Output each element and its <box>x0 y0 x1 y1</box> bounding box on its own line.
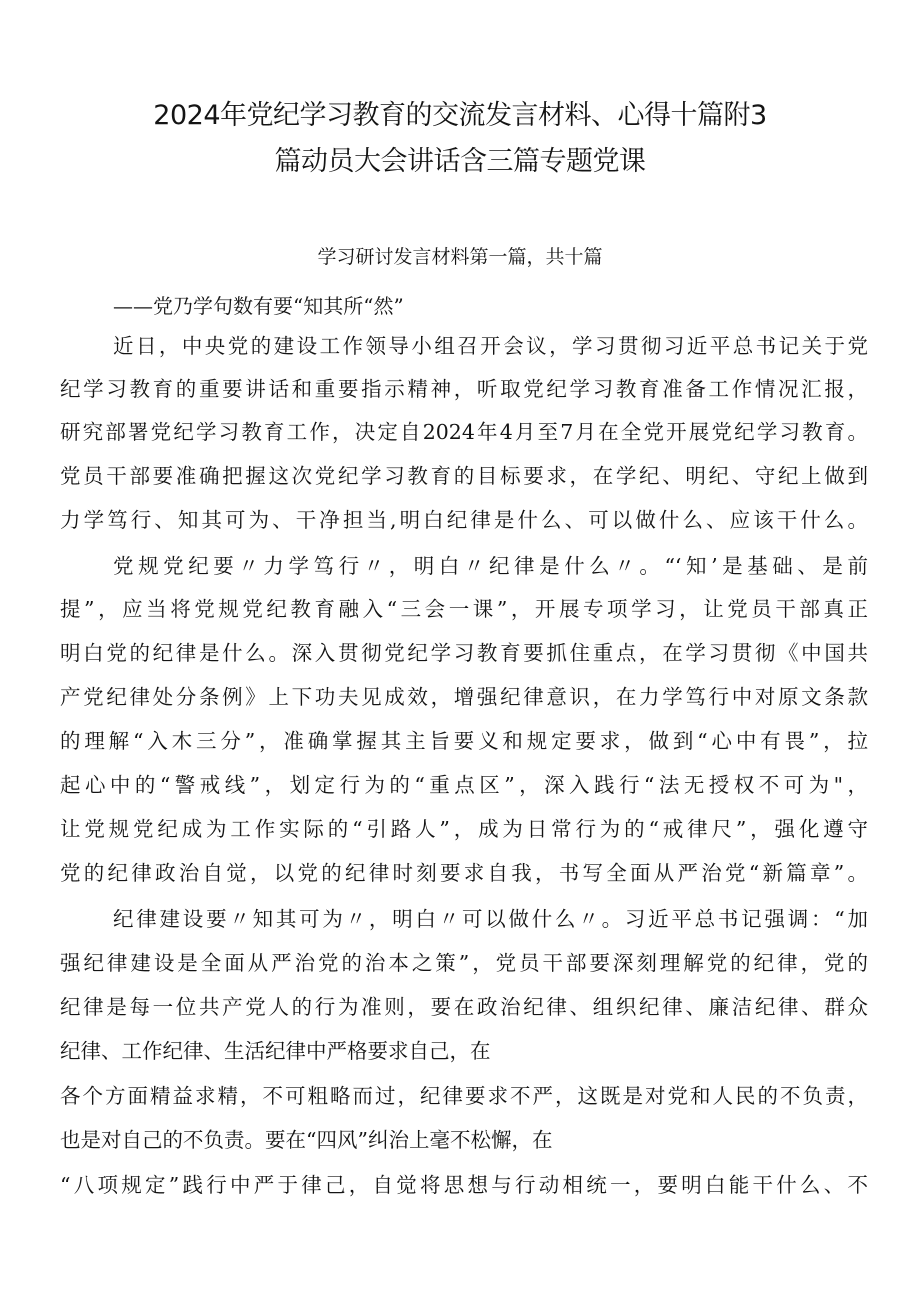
body-line: 党规党纪要〃力学笃行〃，明白〃纪律是什么〃。“‘知’是基础、是前 <box>113 554 868 578</box>
body-line: 党员干部要准确把握这次党纪学习教育的目标要求，在学纪、明纪、守纪上做到 <box>60 464 868 488</box>
body-line: 强纪律建设是全面从严治党的治本之策”，党员干部要深刻理解党的纪律，党的 <box>60 951 868 975</box>
body-line: 的理解“入木三分”，准确掌握其主旨要义和规定要求，做到“心中有畏”，拉 <box>60 729 868 753</box>
document-title-line-1: 2024年党纪学习教育的交流发言材料、心得十篇附3 <box>153 100 767 131</box>
body-line: 力学笃行、知其可为、干净担当,明白纪律是什么、可以做什么、应该干什么。 <box>60 508 868 532</box>
body-line: 纪律、工作纪律、生活纪律中严格要求自己，在 <box>60 1039 491 1063</box>
body-line: 纪律是每一位共产党人的行为准则，要在政治纪律、组织纪律、廉洁纪律、群众 <box>60 995 868 1019</box>
body-line: 让党规党纪成为工作实际的“引路人”，成为日常行为的“戒律尺”，强化遵守 <box>60 817 868 841</box>
body-line: 提”，应当将党规党纪教育融入“三会一课”，开展专项学习，让党员干部真正 <box>60 597 868 621</box>
body-line: 纪律建设要〃知其可为〃，明白〃可以做什么〃。习近平总书记强调：“加 <box>113 907 868 931</box>
body-line: 纪学习教育的重要讲话和重要指示精神，听取党纪学习教育准备工作情况汇报， <box>60 377 868 401</box>
body-line: 也是对自己的不负责。要在“四风”纠治上毫不松懈，在 <box>60 1128 553 1152</box>
body-line: 党的纪律政治自觉，以党的纪律时刻要求自我，书写全面从严治党“新篇章”。 <box>60 861 868 885</box>
section-heading: 学习研讨发言材料第一篇，共十篇 <box>317 246 603 268</box>
body-line: 起心中的“警戒线”，划定行为的“重点区”，深入践行“法无授权不可为"， <box>60 773 868 797</box>
body-line: 近日，中央党的建设工作领导小组召开会议，学习贯彻习近平总书记关于党 <box>113 334 868 358</box>
body-line: 各个方面精益求精，不可粗略而过，纪律要求不严，这既是对党和人民的不负责， <box>60 1084 868 1108</box>
body-line: 产党纪律处分条例》上下功夫见成效，增强纪律意识，在力学笃行中对原文条款 <box>60 685 868 709</box>
body-line: 明白党的纪律是什么。深入贯彻党纪学习教育要抓住重点，在学习贯彻《中国共 <box>60 641 868 665</box>
document-title-line-2: 篇动员大会讲话含三篇专题党课 <box>274 146 646 177</box>
section-subheading: ——党乃学句数有要“知其所“然” <box>113 294 404 318</box>
body-line: “八项规定”践行中严于律己，自觉将思想与行动相统一，要明白能干什么、不 <box>60 1173 868 1197</box>
body-line: 研究部署党纪学习教育工作，决定自2024年4月至7月在全党开展党纪学习教育。 <box>60 420 868 444</box>
